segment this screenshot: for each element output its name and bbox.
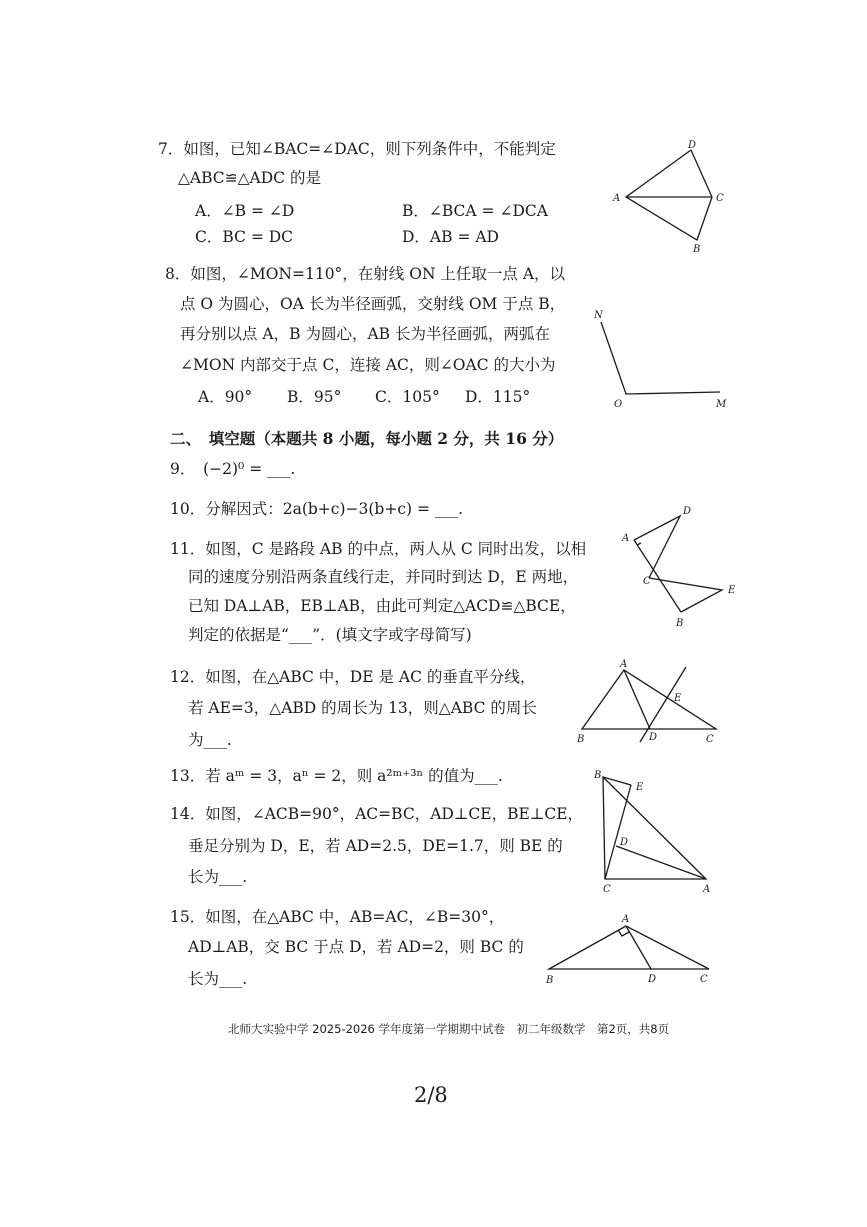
q11-label-b: B bbox=[676, 618, 684, 629]
q7-option-c: C．BC = DC bbox=[195, 228, 294, 246]
q14-line1: 14．如图，∠ACB=90°，AC=BC，AD⊥CE，BE⊥CE， bbox=[170, 805, 584, 823]
page-footer: 北师大实验中学 2025-2026 学年度第一学期期中试卷 初二年级数学 第2页，共8页 bbox=[228, 1022, 670, 1036]
q8-label-o: O bbox=[614, 399, 623, 410]
q7-option-a: A．∠B = ∠D bbox=[195, 202, 295, 220]
q15-label-b: B bbox=[546, 975, 554, 986]
q14-label-d: D bbox=[620, 837, 629, 848]
q12-line3: 为___. bbox=[188, 731, 232, 749]
q12-line1: 12．如图，在△ABC 中，DE 是 AC 的垂直平分线， bbox=[170, 668, 536, 686]
q12-label-a: A bbox=[620, 659, 628, 670]
q13: 13．若 aᵐ = 3，aⁿ = 2，则 a²ᵐ⁺³ⁿ 的值为___. bbox=[170, 767, 503, 785]
q14-line2: 垂足分别为 D，E，若 AD=2.5，DE=1.7，则 BE 的 bbox=[188, 837, 563, 855]
q11-label-e: E bbox=[728, 585, 736, 596]
q11-line4: 判定的依据是“___”．(填文字或字母简写) bbox=[188, 626, 472, 644]
q7-option-d: D．AB = AD bbox=[402, 228, 499, 246]
q8-line3: 再分别以点 A，B 为圆心，AB 长为半径画弧，两弧在 bbox=[180, 325, 550, 343]
section-2-heading: 二、 填空题（本题共 8 小题，每小题 2 分，共 16 分） bbox=[170, 429, 564, 448]
q7-line1: 7．如图，已知∠BAC=∠DAC，则下列条件中，不能判定 bbox=[158, 140, 556, 158]
q15-line3: 长为___. bbox=[188, 970, 248, 988]
q11-line3: 已知 DA⊥AB，EB⊥AB，由此可判定△ACD≌△BCE， bbox=[188, 597, 576, 615]
q7-label-d: D bbox=[688, 140, 697, 151]
q8-label-m: M bbox=[716, 399, 727, 410]
q8-line2: 点 O 为圆心，OA 长为半径画弧，交射线 OM 于点 B， bbox=[180, 295, 566, 313]
q11-label-a: A bbox=[622, 533, 630, 544]
q15-label-c: C bbox=[700, 974, 708, 985]
q14-line3: 长为___. bbox=[188, 868, 248, 886]
q15-label-a: A bbox=[622, 914, 630, 925]
q8-option-b: B．95° bbox=[287, 388, 342, 406]
q14-label-a: A bbox=[703, 884, 711, 895]
q8-option-c: C．105° bbox=[375, 388, 440, 406]
q14-label-b: B bbox=[594, 770, 602, 781]
q11-line2: 同的速度分别沿两条直线行走，并同时到达 D，E 两地， bbox=[188, 568, 579, 586]
q7-label-a: A bbox=[613, 193, 621, 204]
q7-line2: △ABC≌△ADC 的是 bbox=[178, 169, 321, 187]
q14-label-c: C bbox=[603, 884, 611, 895]
q12-line2: 若 AE=3，△ABD 的周长为 13，则△ABC 的周长 bbox=[188, 699, 537, 717]
q12-label-e: E bbox=[674, 693, 682, 704]
q8-line4: ∠MON 内部交于点 C，连接 AC，则∠OAC 的大小为 bbox=[180, 356, 556, 374]
q8-label-n: N bbox=[594, 310, 603, 321]
q11-line1: 11．如图，C 是路段 AB 的中点，两人从 C 同时出发，以相 bbox=[170, 540, 587, 558]
q10: 10．分解因式：2a(b+c)−3(b+c) = ___. bbox=[170, 500, 464, 518]
q12-label-c: C bbox=[706, 734, 714, 745]
q15-label-d: D bbox=[648, 974, 657, 985]
q9: 9． (−2)⁰ = ___. bbox=[170, 460, 296, 478]
q7-label-b: B bbox=[693, 244, 701, 255]
q15-line1: 15．如图，在△ABC 中，AB=AC，∠B=30°， bbox=[170, 908, 505, 926]
q7-option-b: B．∠BCA = ∠DCA bbox=[402, 202, 548, 220]
q11-label-c: C bbox=[643, 576, 651, 587]
q8-option-d: D．115° bbox=[465, 388, 531, 406]
page-number: 2/8 bbox=[414, 1083, 448, 1107]
q8-line1: 8．如图，∠MON=110°，在射线 ON 上任取一点 A，以 bbox=[165, 265, 566, 283]
q14-label-e: E bbox=[636, 782, 644, 793]
q8-option-a: A．90° bbox=[198, 388, 253, 406]
q11-label-d: D bbox=[683, 506, 692, 517]
q12-label-b: B bbox=[577, 734, 585, 745]
q7-label-c: C bbox=[716, 193, 724, 204]
q12-label-d: D bbox=[649, 732, 658, 743]
q15-line2: AD⊥AB，交 BC 于点 D，若 AD=2，则 BC 的 bbox=[188, 938, 524, 956]
